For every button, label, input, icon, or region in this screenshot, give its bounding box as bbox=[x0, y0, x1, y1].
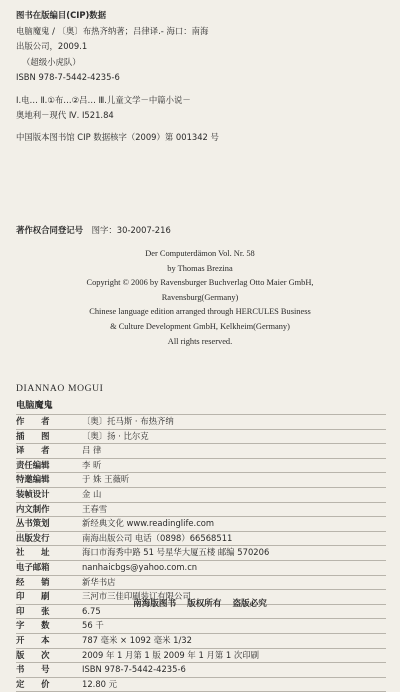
credit-row bbox=[16, 443, 386, 458]
credit-label: 字 数 bbox=[16, 620, 50, 631]
credit-value: 787 毫米 × 1092 毫米 1/32 bbox=[82, 634, 192, 645]
credit-value: 〔奥〕托马斯 · 布热齐纳 bbox=[82, 416, 174, 426]
credit-value: ISBN 978-7-5442-4235-6 bbox=[82, 664, 186, 675]
credit-label: 经 销 bbox=[16, 576, 50, 587]
cip-line: 中国版本图书馆 CIP 数据核字（2009）第 001342 号 bbox=[16, 131, 219, 142]
credit-value: 吕 律 bbox=[82, 445, 102, 456]
credit-row bbox=[16, 531, 386, 546]
cip-line: 出版公司，2009.1 bbox=[16, 41, 88, 51]
english-line: Der Computerdämon Vol. Nr. 58 bbox=[145, 249, 255, 258]
credit-row bbox=[16, 662, 386, 677]
cip-line: （超级小虎队） bbox=[22, 56, 81, 67]
credit-row bbox=[16, 414, 386, 429]
credit-label: 作 者 bbox=[16, 416, 50, 426]
chinese-title: 电脑魔鬼 bbox=[16, 400, 53, 411]
english-line: All rights reserved. bbox=[167, 336, 233, 346]
credit-label: 开 本 bbox=[16, 634, 50, 645]
credit-value: nanhaicbgs@yahoo.com.cn bbox=[82, 561, 198, 572]
credit-label: 装帧设计 bbox=[16, 488, 50, 499]
english-line: by Thomas Brezina bbox=[167, 263, 233, 273]
credit-row bbox=[16, 545, 386, 560]
credit-label: 内文制作 bbox=[16, 503, 50, 514]
credit-label: 定 价 bbox=[16, 678, 50, 689]
credit-value: 12.80 元 bbox=[82, 678, 118, 689]
credit-value: 2009 年 1 月第 1 版 2009 年 1 月第 1 次印刷 bbox=[82, 649, 259, 660]
credit-label: 印 张 bbox=[16, 605, 50, 616]
credit-row bbox=[16, 472, 386, 487]
cip-block bbox=[16, 8, 386, 145]
credit-row bbox=[16, 502, 386, 517]
credit-value: 〔奥〕扬 · 比尔克 bbox=[82, 430, 149, 441]
credit-label: 特邀编辑 bbox=[16, 474, 50, 485]
cip-line: 电脑魔鬼 / 〔奥〕布热齐纳著；吕律译.- 海口：南海 bbox=[16, 25, 209, 36]
english-copyright-block bbox=[0, 247, 400, 349]
credit-value: 于 姝 王薇昕 bbox=[82, 474, 130, 485]
english-line: Copyright © 2006 by Ravensburger Buchverlag Otto Maier GmbH, bbox=[86, 278, 314, 288]
cip-line: Ⅰ.电… Ⅱ.①布…②吕… Ⅲ.儿童文学－中篇小说－ bbox=[16, 94, 191, 105]
credit-label: 责任编辑 bbox=[16, 459, 50, 470]
credit-label: 印 刷 bbox=[16, 591, 50, 602]
credit-label: 电子邮箱 bbox=[16, 561, 50, 572]
credit-row bbox=[16, 516, 386, 531]
credit-value: 三河市三佳印刷装订有限公司 bbox=[82, 591, 191, 602]
credit-label: 丛书策划 bbox=[16, 518, 50, 529]
credit-label: 译 者 bbox=[16, 445, 50, 456]
credit-label: 版 次 bbox=[16, 649, 50, 660]
credit-row bbox=[16, 618, 386, 633]
credit-value: 海口市海秀中路 51 号星华大厦五楼 邮编 570206 bbox=[82, 547, 270, 558]
credit-label: 插 图 bbox=[16, 430, 50, 441]
footer-notice: 南海版图书 版权所有 盗版必究 bbox=[133, 599, 267, 609]
credit-value: 56 千 bbox=[82, 620, 104, 631]
credit-value: 王春雪 bbox=[82, 503, 108, 514]
credit-value: 南海出版公司 电话（0898）66568511 bbox=[82, 532, 233, 543]
pinyin-title: DIANNAO MOGUI bbox=[16, 383, 104, 394]
credits-table bbox=[16, 414, 386, 692]
cip-line: 奥地利－现代 Ⅳ. I521.84 bbox=[16, 110, 114, 120]
english-line: Chinese language edition arranged through HERCULES Business bbox=[89, 307, 311, 317]
credit-row bbox=[16, 429, 386, 444]
copyright-registration-value: 图字：30-2007-216 bbox=[91, 225, 171, 235]
credit-label: 出版发行 bbox=[16, 532, 50, 543]
credit-row bbox=[16, 458, 386, 473]
english-line: Ravensburg(Germany) bbox=[161, 292, 239, 302]
english-line: & Culture Development GmbH, Kelkheim(Germany) bbox=[110, 321, 290, 331]
credit-row bbox=[16, 677, 386, 692]
credit-value: 6.75 bbox=[82, 605, 101, 616]
credit-value: 李 昕 bbox=[82, 459, 102, 470]
credit-row bbox=[16, 560, 386, 575]
credit-label: 社 址 bbox=[16, 547, 50, 558]
credit-row bbox=[16, 633, 386, 648]
credit-row bbox=[16, 575, 386, 590]
credit-value: 新华书店 bbox=[82, 576, 116, 587]
credit-label: 书 号 bbox=[16, 664, 50, 675]
cip-line: ISBN 978-7-5442-4235-6 bbox=[16, 72, 120, 82]
credit-row bbox=[16, 648, 386, 663]
copyright-registration bbox=[16, 222, 386, 238]
credit-row bbox=[16, 487, 386, 502]
credit-value: 金 山 bbox=[82, 488, 102, 499]
copyright-registration-label: 著作权合同登记号 bbox=[16, 225, 83, 235]
cip-title: 图书在版编目(CIP)数据 bbox=[16, 10, 107, 20]
credit-value: 新经典文化 www.readinglife.com bbox=[82, 518, 215, 529]
